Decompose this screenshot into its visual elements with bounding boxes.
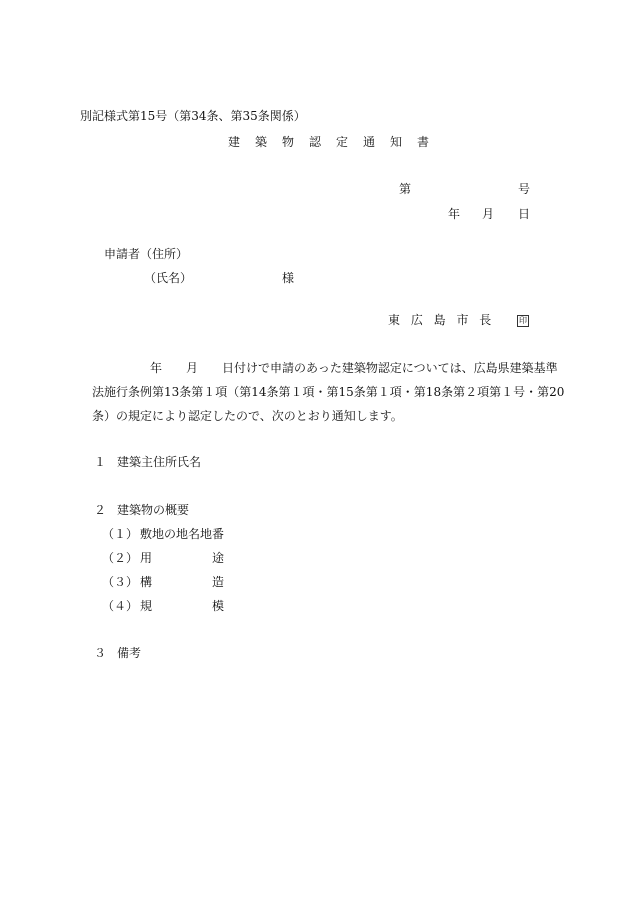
body-date-year: 年 (150, 361, 163, 375)
body-date-month: 月 (186, 361, 199, 375)
item-2-4-label-a: 規 (140, 599, 153, 613)
body-line-2: 法施行条例第13条第１項（第14条第１項・第15条第１項・第18条第２項第１号・第20 (92, 385, 565, 399)
issue-date-year: 年 (448, 207, 461, 221)
document-title: 建築物認定通知書 (228, 135, 445, 149)
issuer-name: 東 広 島 市 長 (388, 313, 492, 327)
form-header: 別記様式第15号（第34条、第35条関係） (80, 109, 306, 123)
issuer-seal (517, 314, 529, 327)
document-number-prefix: 第 (399, 182, 412, 196)
item-2-label: 建築物の概要 (117, 503, 190, 517)
applicant-honorific: 様 (282, 271, 295, 285)
item-2-number: ２ (94, 503, 107, 517)
item-2-3-label-b: 造 (212, 575, 225, 589)
item-1-number: １ (94, 455, 107, 469)
applicant-address-label: 申請者（住所） (104, 247, 189, 261)
item-3-label: 備考 (117, 646, 142, 660)
item-2-2-number: （２） (102, 551, 139, 565)
issue-date-month: 月 (482, 207, 495, 221)
item-2-2-label-a: 用 (140, 551, 153, 565)
item-2-3-number: （３） (102, 575, 139, 589)
applicant-name-label: （氏名） (144, 271, 193, 285)
item-2-1-label: 敷地の地名地番 (140, 527, 225, 541)
item-2-3-label-a: 構 (140, 575, 153, 589)
item-3-number: ３ (94, 646, 107, 660)
item-2-2-label-b: 途 (212, 551, 225, 565)
body-line-1: 日付けで申請のあった建築物認定については、広島県建築基準 (222, 361, 558, 375)
issue-date-day: 日 (518, 207, 531, 221)
item-1-label: 建築主住所氏名 (117, 455, 202, 469)
item-2-4-label-b: 模 (212, 599, 225, 613)
document-number-suffix: 号 (518, 182, 531, 196)
body-line-3: 条）の規定により認定したので、次のとおり通知します。 (92, 409, 403, 423)
item-2-1-number: （１） (102, 527, 139, 541)
item-2-4-number: （４） (102, 599, 139, 613)
seal-mark: 印 (519, 315, 527, 325)
